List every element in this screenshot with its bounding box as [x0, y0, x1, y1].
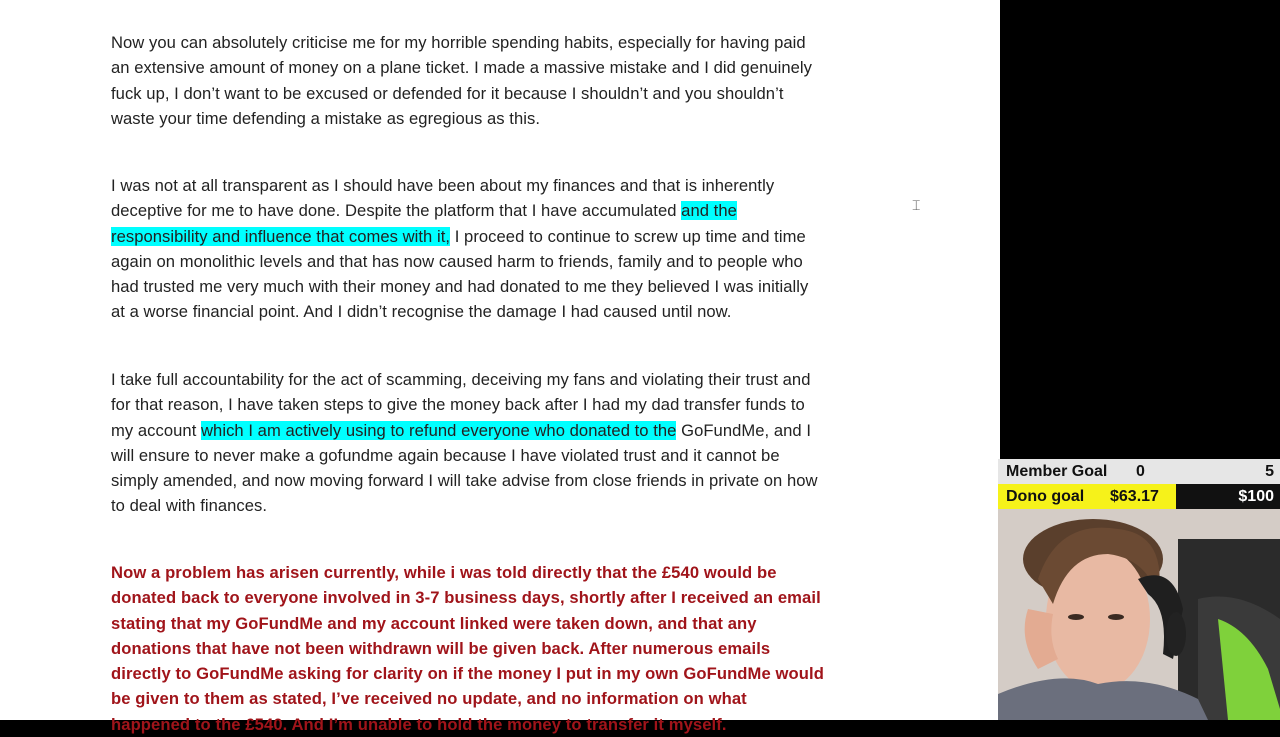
text-line: Now you can absolutely criticise me for my horrible spending habits, especially for having paid [111, 33, 806, 52]
text-cursor-icon: ⌶ [912, 198, 921, 214]
goal-widgets [998, 459, 1280, 509]
text-line: happened to the £540. And I’m unable to hold the money to transfer it myself. [111, 714, 727, 734]
text-line: I was not at all transparent as I should have been about my finances and that is inherently [111, 176, 775, 195]
text-line: I take full accountability for the act of scamming, deceiving my fans and violating their trust and [111, 370, 811, 389]
paragraph-1 [111, 30, 931, 131]
text-line: fuck up, I don’t want to be excused or defended for it because I shouldn’t and you shouldn’t [111, 83, 784, 103]
member-goal-target: 5 [1265, 463, 1274, 480]
member-goal-current: 0 [1136, 463, 1145, 480]
dono-goal-label: Dono goal [1006, 488, 1085, 505]
text-segment: my account [111, 420, 202, 440]
webcam-person-illustration [998, 509, 1280, 720]
text-line [111, 198, 931, 223]
text-line: for that reason, I have taken steps to give the money back after I had my dad transfer funds to [111, 395, 805, 415]
text-line: again on monolithic levels and that has now caused harm to friends, family and to people who [111, 251, 803, 271]
text-segment: GoFundMe, and I [676, 420, 811, 440]
member-goal-bar [998, 459, 1280, 484]
highlighted-text: which I am actively using to refund everyone who donated to the [201, 420, 677, 440]
text-line: be given to them as stated, I’ve received no update, and no information on what [111, 689, 747, 709]
text-line: waste your time defending a mistake as egregious as this. [111, 108, 540, 128]
text-line: Now a problem has arisen currently, while i was told directly that the £540 would be [111, 563, 777, 582]
text-segment: I proceed to continue to screw up time and time [450, 226, 806, 246]
member-goal-label: Member Goal [1006, 463, 1108, 480]
text-segment: deceptive for me to have done. Despite the platform that I have accumulated [111, 201, 682, 221]
text-line: will ensure to never make a gofundme again because I have violated trust and it cannot be [111, 445, 780, 465]
paragraph-3 [111, 367, 931, 519]
text-line: stating that my GoFundMe and my account linked were taken down, and that any [111, 613, 757, 633]
text-line: donations that have not been withdrawn will be given back. After numerous emails [111, 638, 771, 658]
dono-goal-target: $100 [1238, 488, 1274, 505]
text-line: an extensive amount of money on a plane ticket. I made a massive mistake and I did genuinely [111, 58, 813, 78]
text-line: to deal with finances. [111, 496, 268, 516]
text-line [111, 418, 931, 443]
webcam-feed [998, 509, 1280, 720]
text-line: donated back to everyone involved in 3-7 business days, shortly after I received an email [111, 588, 821, 608]
dono-goal-current: $63.17 [1110, 488, 1159, 505]
text-line: had trusted me very much with their money and had donated to me they believed I was initially [111, 277, 809, 297]
text-line: directly to GoFundMe asking for clarity on if the money I put in my own GoFundMe would [111, 664, 824, 684]
highlighted-text: and the [681, 201, 737, 221]
text-line: at a worse financial point. And I didn’t recognise the damage I had caused until now. [111, 302, 732, 322]
text-line [111, 224, 931, 249]
text-line: simply amended, and now moving forward I will take advise from close friends in private on how [111, 471, 818, 491]
dono-goal-bar [998, 484, 1280, 509]
paragraph-2 [111, 173, 931, 325]
highlighted-text: responsibility and influence that comes with it, [111, 226, 451, 246]
paragraph-4-red-bold [111, 560, 931, 737]
